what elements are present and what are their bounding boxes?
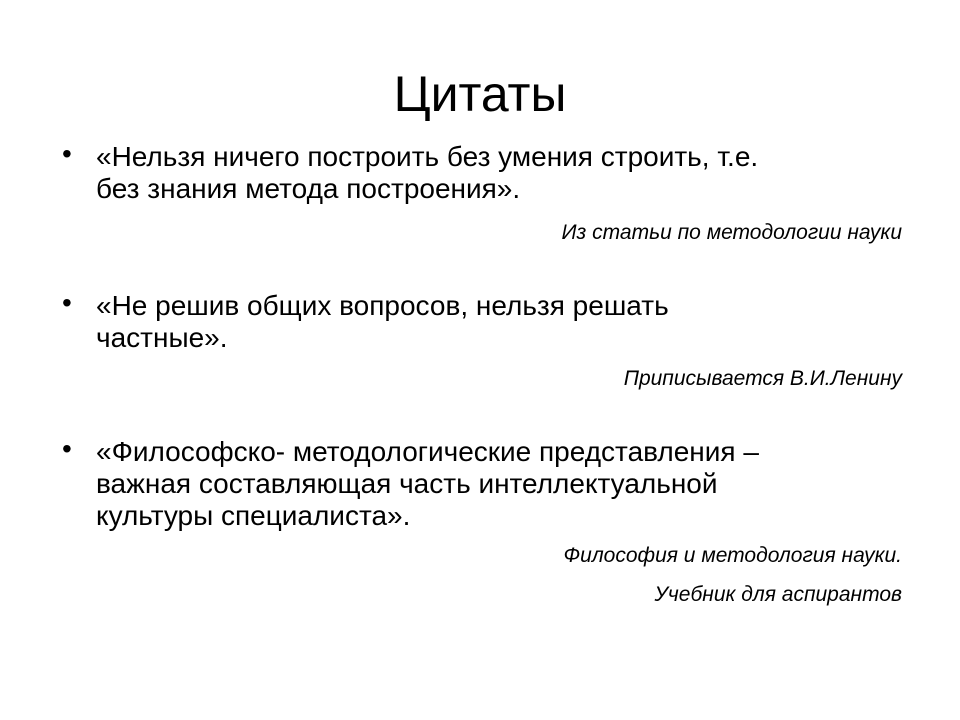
quote-3-text [96,436,906,532]
quote-1-attribution: Из статьи по методологии науки [561,221,902,244]
bullet-3: • [62,433,72,464]
quote-1-line-1: «Нельзя ничего построить без умения строить, т.е. [96,141,759,172]
slide-title: Цитаты [393,66,567,122]
bullet-1: • [62,138,72,169]
quote-3-line-2: важная составляющая часть интеллектуальной [96,468,718,499]
quote-3-line-3: культуры специалиста». [96,500,411,531]
quote-2-attribution: Приписывается В.И.Ленину [623,367,902,390]
bullet-2: • [62,287,72,318]
quote-3-attribution-line-2: Учебник для аспирантов [654,583,902,606]
quote-2-line-2: частные». [96,322,228,353]
quote-3-line-1: «Философско- методологические представления – [96,436,759,467]
quote-2-text [96,290,906,354]
quote-2-line-1: «Не решив общих вопросов, нельзя решать [96,290,669,321]
quote-1-line-2: без знания метода построения». [96,173,521,204]
quote-1-text [96,141,906,205]
quote-3-attribution-line-1: Философия и методология науки. [563,544,902,567]
